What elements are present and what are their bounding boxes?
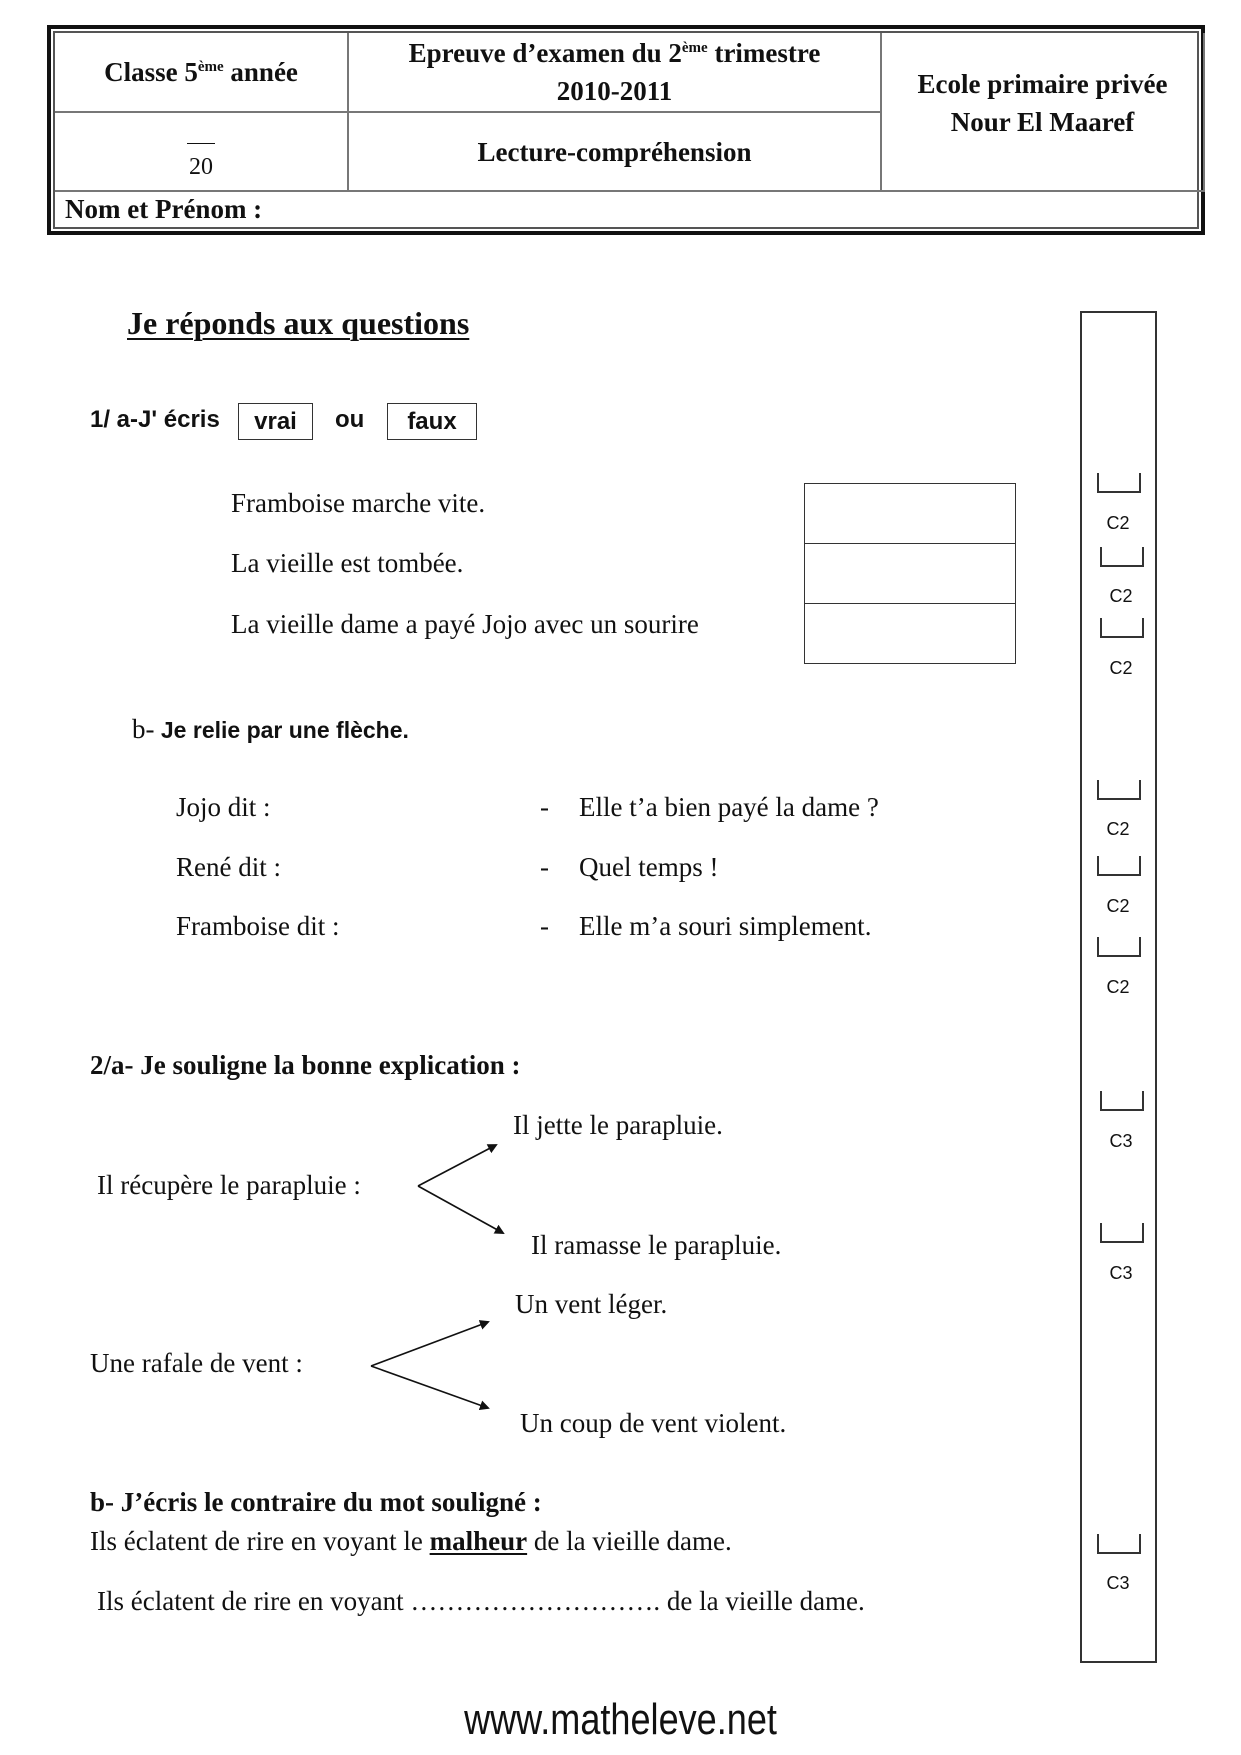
term-2: Une rafale de vent :	[90, 1348, 303, 1378]
speaker-1: Jojo dit :	[176, 792, 271, 822]
arrow-down-icon	[371, 1366, 488, 1408]
term-2-option-1[interactable]: Un vent léger.	[515, 1289, 668, 1319]
arrow-up-icon	[418, 1145, 496, 1186]
mark-label-2: C2	[1109, 586, 1133, 606]
mark-label-6: C2	[1106, 977, 1130, 997]
or-connector: ou	[335, 406, 365, 433]
quote-1: Elle t’a bien payé la dame ?	[579, 792, 879, 822]
term-1: Il récupère le parapluie :	[97, 1170, 361, 1200]
statement-1: Framboise marche vite.	[231, 488, 486, 518]
faux-label: faux	[407, 407, 457, 435]
branch-arrows-1	[418, 1145, 503, 1233]
mark-label-8: C3	[1109, 1263, 1133, 1283]
arrow-down-icon	[418, 1186, 503, 1233]
school-name-line2: Nour El Maaref	[950, 106, 1135, 137]
dash-3: -	[540, 911, 549, 941]
mark-bracket-icon	[1097, 937, 1141, 957]
mark-bracket-icon	[1100, 1091, 1144, 1111]
mark-bracket-icon	[1097, 473, 1141, 493]
quote-2: Quel temps !	[579, 852, 719, 882]
subject-label: Lecture-compréhension	[477, 136, 752, 167]
sentence-before: Ils éclatent de rire en voyant le	[90, 1526, 430, 1556]
sentence-after: de la vieille dame.	[527, 1526, 732, 1556]
vrai-label: vrai	[254, 407, 297, 435]
mark-bracket-icon	[1100, 618, 1144, 638]
mark-label-4: C2	[1106, 819, 1130, 839]
q1b-prefix: b-	[132, 714, 155, 744]
mark-bracket-icon	[1097, 1534, 1141, 1554]
q1a-label: 1/ a-J' écris	[90, 406, 220, 433]
speaker-2: René dit :	[176, 852, 281, 882]
dash-2: -	[540, 852, 549, 882]
score-denominator: 20	[189, 154, 213, 180]
term-2-option-2[interactable]: Un coup de vent violent.	[520, 1408, 787, 1438]
term-1-option-1[interactable]: Il jette le parapluie.	[513, 1110, 723, 1140]
exam-title: Epreuve d’examen du 2ème trimestre	[408, 38, 821, 68]
q2b-answer-line	[97, 1586, 865, 1617]
branch-arrows-2	[371, 1322, 488, 1408]
class-label: Classe 5ème année	[104, 57, 298, 87]
mark-bracket-icon	[1100, 1223, 1144, 1243]
mark-label-1: C2	[1106, 513, 1130, 533]
quote-3: Elle m’a souri simplement.	[579, 911, 872, 941]
statement-3: La vieille dame a payé Jojo avec un sourire	[231, 609, 699, 639]
mark-bracket-icon	[1097, 780, 1141, 800]
school-name-line1: Ecole primaire privée	[917, 68, 1168, 99]
dash-1: -	[540, 792, 549, 822]
mark-label-7: C3	[1109, 1131, 1133, 1151]
answer-after: de la vieille dame.	[660, 1586, 865, 1616]
q1b-text: Je relie par une flèche.	[154, 717, 409, 743]
mark-label-9: C3	[1106, 1573, 1130, 1593]
exam-year: 2010-2011	[556, 76, 673, 106]
mark-label-3: C2	[1109, 658, 1133, 678]
speaker-3: Framboise dit :	[176, 911, 340, 941]
mark-bracket-icon	[1100, 547, 1144, 567]
mark-bracket-icon	[1097, 856, 1141, 876]
watermark: www.matheleve.net	[464, 1695, 777, 1744]
name-label: Nom et Prénom :	[65, 194, 263, 224]
underlined-word: malheur	[429, 1526, 528, 1556]
q2b-label: b- J’écris le contraire du mot souligné :	[90, 1487, 542, 1517]
answer-before: Ils éclatent de rire en voyant	[97, 1586, 411, 1616]
statement-2: La vieille est tombée.	[231, 548, 464, 578]
arrow-up-icon	[371, 1322, 488, 1366]
term-1-option-2[interactable]: Il ramasse le parapluie.	[531, 1230, 782, 1260]
section-title: Je réponds aux questions	[127, 305, 470, 341]
q2a-label: 2/a- Je souligne la bonne explication :	[90, 1050, 521, 1080]
q2b-sentence	[90, 1526, 732, 1557]
answer-blank[interactable]: ……………………….	[410, 1586, 661, 1616]
mark-label-5: C2	[1106, 896, 1130, 916]
